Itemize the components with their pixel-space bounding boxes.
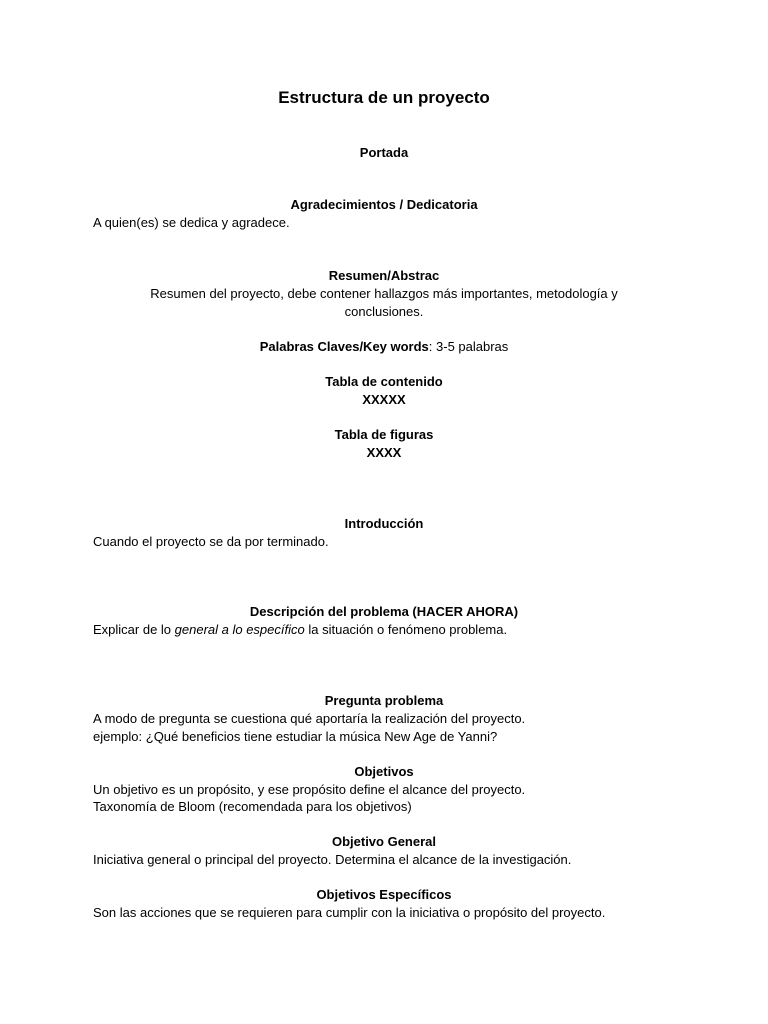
descripcion-text-end: la situación o fenómeno problema. — [304, 622, 508, 637]
descripcion-text-italic: general a lo específico — [174, 622, 305, 637]
section-heading-objetivos-especificos: Objetivos Específicos — [316, 887, 452, 902]
objetivos-text-line2: Taxonomía de Bloom (recomendada para los objetivos) — [93, 799, 412, 814]
section-heading-agradecimientos: Agradecimientos / Dedicatoria — [290, 197, 478, 212]
objetivos-text-line1: Un objetivo es un propósito, y ese propósito define el alcance del proyecto. — [93, 782, 526, 797]
section-heading-tabla-contenido: Tabla de contenido — [325, 374, 443, 389]
tabla-figuras-placeholder: XXXX — [366, 445, 402, 460]
pregunta-text-line1: A modo de pregunta se cuestiona qué aportaría la realización del proyecto. — [93, 711, 526, 726]
document-title: Estructura de un proyecto — [278, 88, 490, 107]
section-heading-objetivos: Objetivos — [354, 764, 414, 779]
agradecimientos-text: A quien(es) se dedica y agradece. — [93, 215, 290, 230]
section-heading-tabla-figuras: Tabla de figuras — [334, 427, 434, 442]
descripcion-text — [93, 621, 507, 639]
section-heading-portada: Portada — [359, 145, 409, 160]
pregunta-text-line2: ejemplo: ¿Qué beneficios tiene estudiar la música New Age de Yanni? — [93, 729, 498, 744]
objetivos-especificos-text: Son las acciones que se requieren para cumplir con la iniciativa o propósito del proyecto. — [93, 905, 606, 920]
descripcion-text-start: Explicar de lo — [93, 622, 175, 637]
resumen-text-line2: conclusiones. — [344, 304, 424, 319]
objetivo-general-text: Iniciativa general o principal del proyecto. Determina el alcance de la investigación. — [93, 852, 572, 867]
section-heading-resumen: Resumen/Abstrac — [328, 268, 440, 283]
palabras-claves-value: : 3-5 palabras — [428, 339, 509, 354]
palabras-claves-label: Palabras Claves/Key words — [259, 339, 429, 354]
section-heading-descripcion: Descripción del problema (HACER AHORA) — [249, 604, 519, 619]
section-heading-objetivo-general: Objetivo General — [331, 834, 437, 849]
resumen-text-line1: Resumen del proyecto, debe contener hallazgos más importantes, metodología y — [150, 286, 618, 301]
palabras-claves-line — [0, 338, 768, 356]
section-heading-introduccion: Introducción — [344, 516, 424, 531]
tabla-contenido-placeholder: XXXXX — [362, 392, 406, 407]
section-heading-pregunta: Pregunta problema — [324, 693, 444, 708]
introduccion-text: Cuando el proyecto se da por terminado. — [93, 534, 329, 549]
